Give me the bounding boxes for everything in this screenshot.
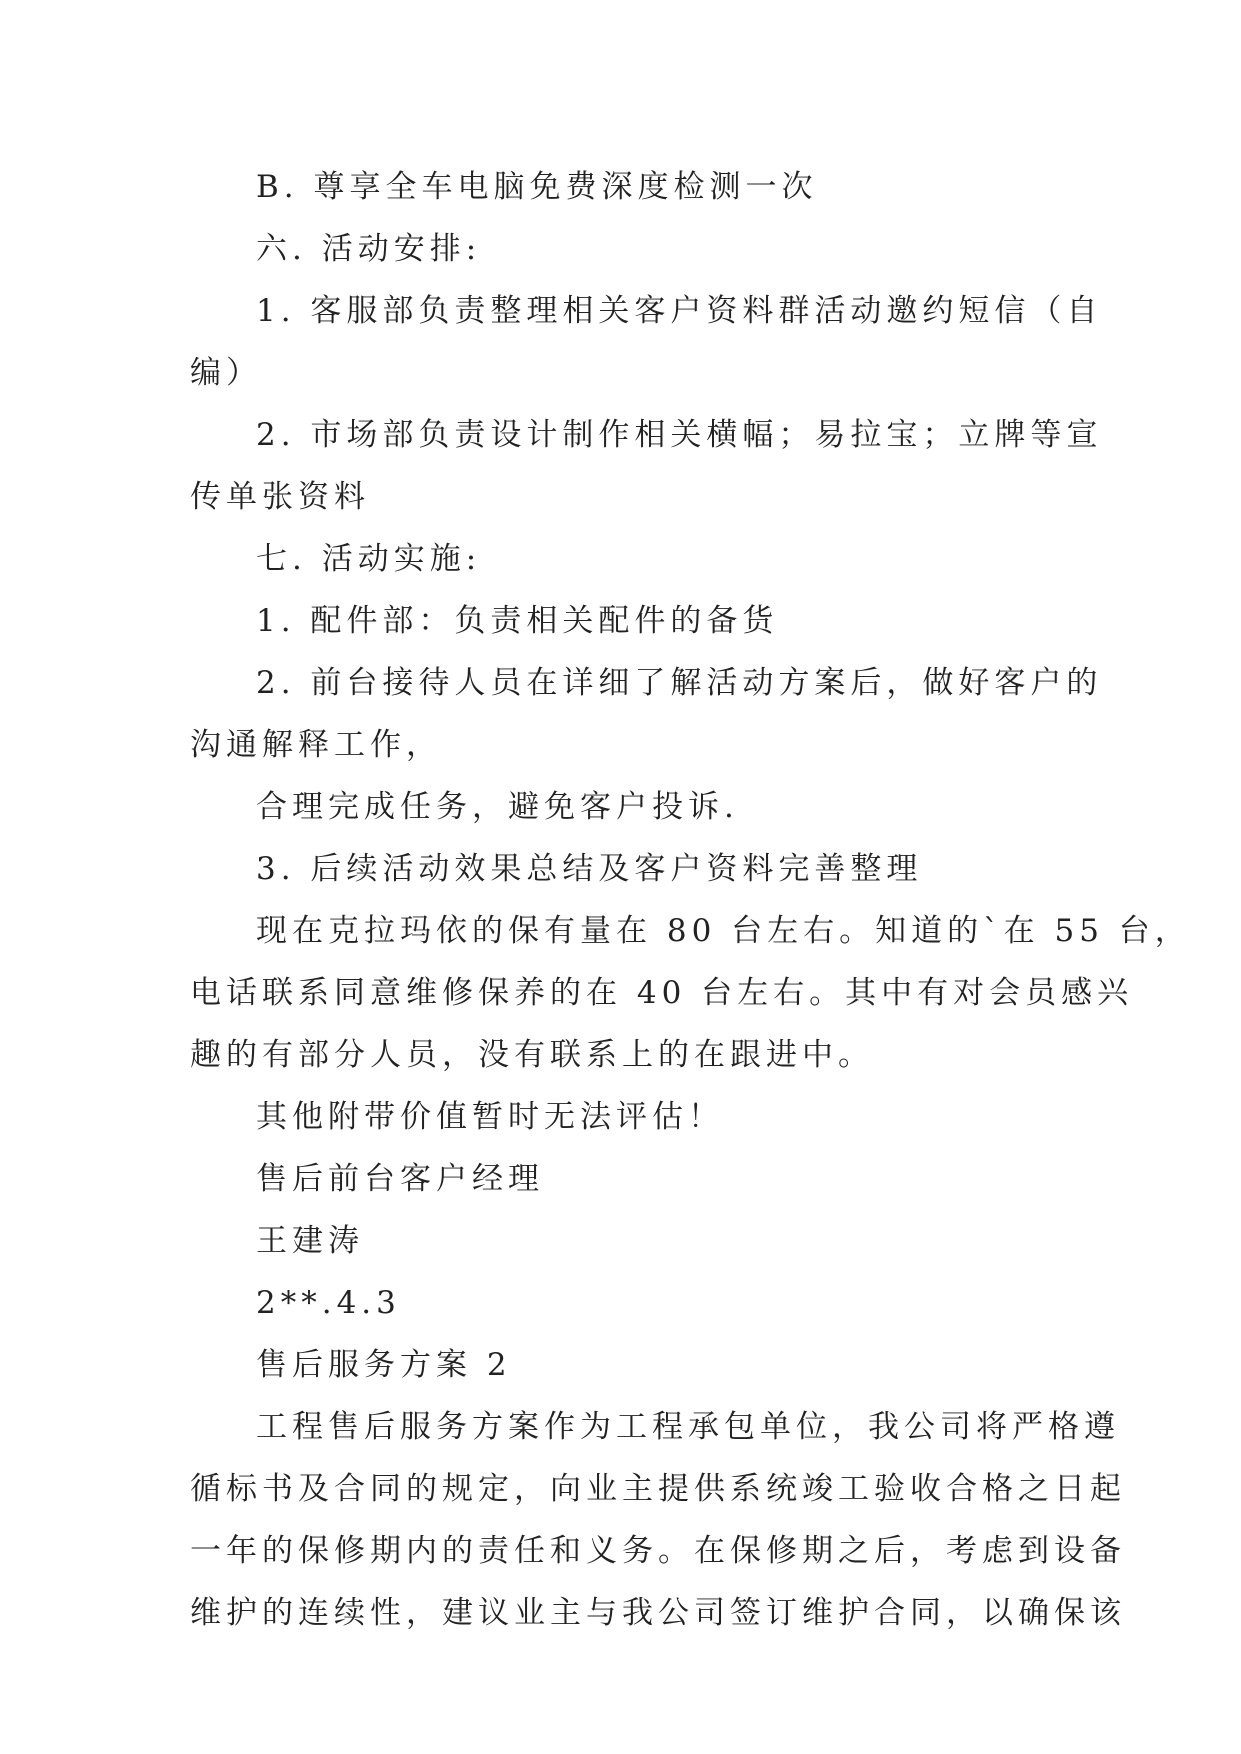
paragraph-line: 电话联系同意维修保养的在 40 台左右。其中有对会员感兴 <box>190 975 1134 1011</box>
section-heading: 六. 活动安排: <box>256 231 482 267</box>
paragraph-line: 其他附带价值暂时无法评估！ <box>256 1099 724 1135</box>
paragraph-line: 工程售后服务方案作为工程承包单位，我公司将严格遵 <box>256 1409 1120 1445</box>
paragraph-line: 1. 配件部：负责相关配件的备货 <box>256 603 779 639</box>
paragraph-line: 传单张资料 <box>190 479 370 515</box>
paragraph-line: 循标书及合同的规定，向业主提供系统竣工验收合格之日起 <box>190 1471 1126 1507</box>
paragraph-line: 2. 前台接待人员在详细了解活动方案后，做好客户的 <box>256 665 1103 701</box>
paragraph-line: 趣的有部分人员，没有联系上的在跟进中。 <box>190 1037 874 1073</box>
paragraph-line: 1. 客服部负责整理相关客户资料群活动邀约短信（自 <box>256 293 1103 329</box>
document-body <box>190 156 1191 1644</box>
signature-date: 2**.4.3 <box>256 1285 401 1321</box>
paragraph-line: 合理完成任务，避免客户投诉. <box>256 789 739 825</box>
document-title: 售后服务方案 2 <box>256 1347 512 1383</box>
paragraph-line: 沟通解释工作， <box>190 727 442 763</box>
paragraph-line: 编） <box>190 355 262 391</box>
paragraph-line: B. 尊享全车电脑免费深度检测一次 <box>256 169 818 205</box>
paragraph-line: 现在克拉玛依的保有量在 80 台左右。知道的`在 55 台， <box>256 913 1191 949</box>
signature-name: 王建涛 <box>256 1223 364 1259</box>
signature-title: 售后前台客户经理 <box>256 1161 544 1197</box>
paragraph-line: 2. 市场部负责设计制作相关横幅；易拉宝；立牌等宣 <box>256 417 1103 453</box>
section-heading: 七. 活动实施: <box>256 541 482 577</box>
paragraph-line: 3. 后续活动效果总结及客户资料完善整理 <box>256 851 923 887</box>
paragraph-line: 维护的连续性，建议业主与我公司签订维护合同，以确保该 <box>190 1595 1126 1631</box>
paragraph-line: 一年的保修期内的责任和义务。在保修期之后，考虑到设备 <box>190 1533 1126 1569</box>
